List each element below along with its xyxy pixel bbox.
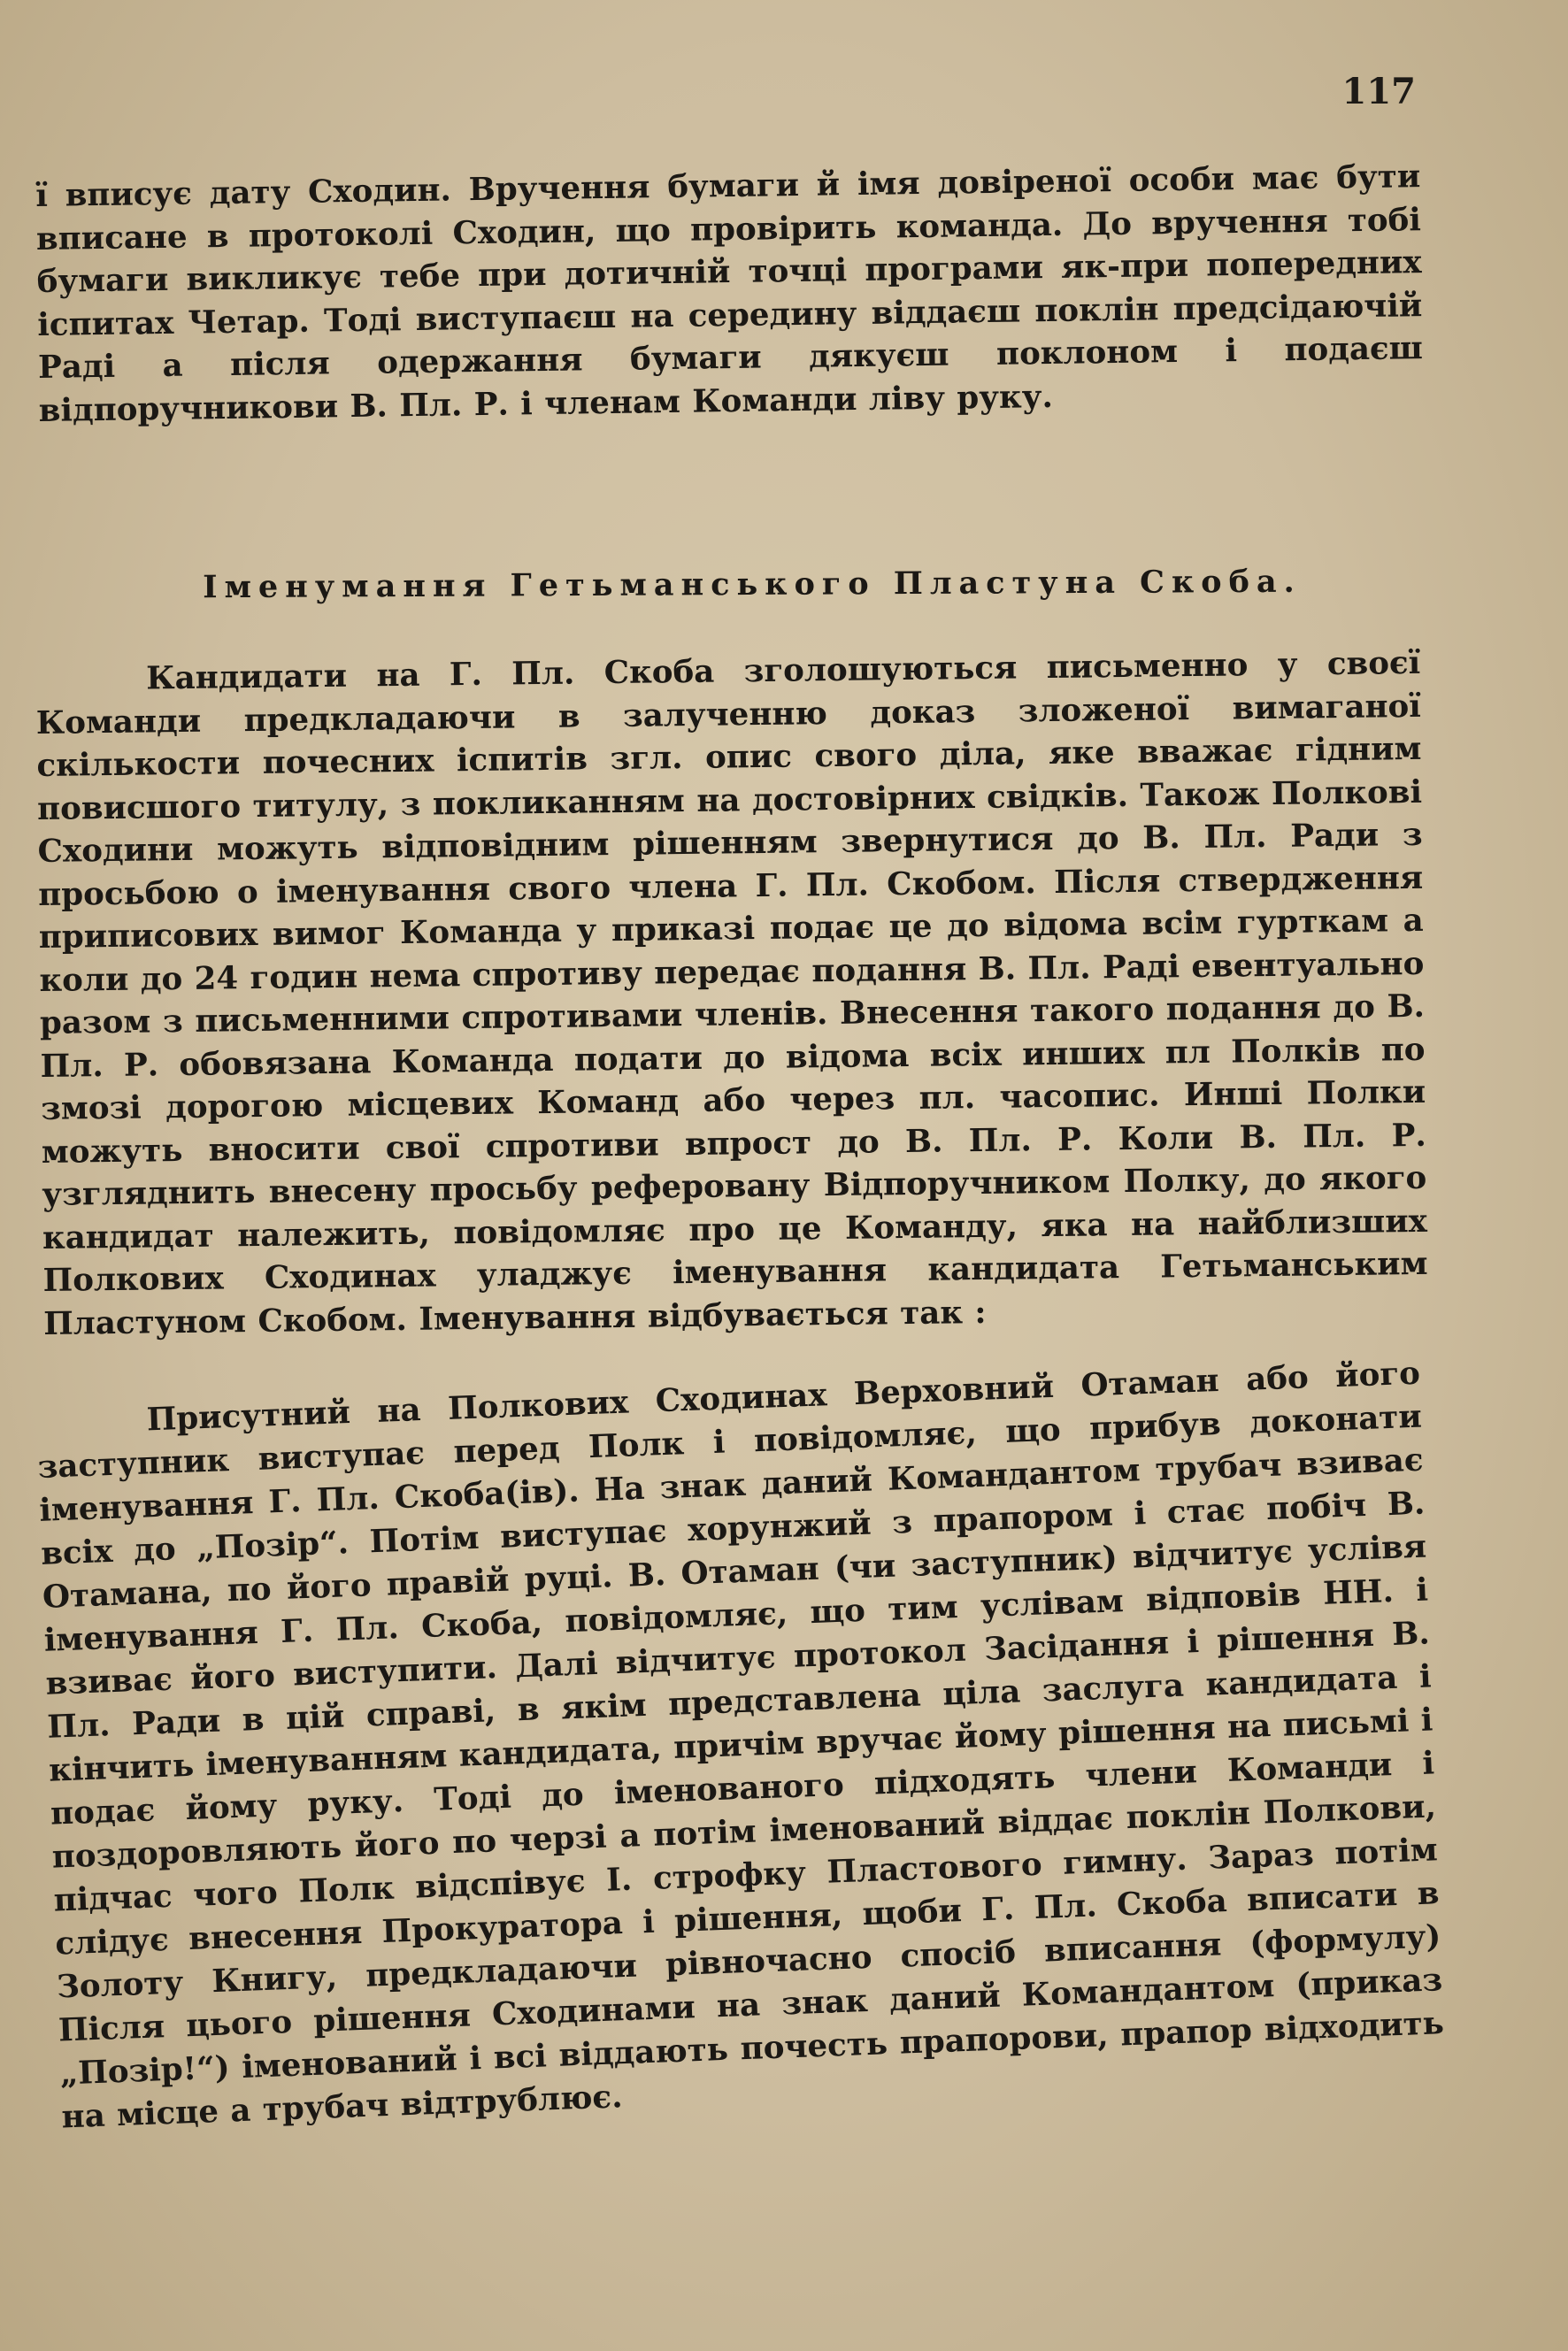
section-paragraph-1-block	[35, 642, 1428, 1346]
opening-paragraph: ї вписує дату Сходин. Вручення бумаги й імя довіреної особи має бути вписане в протоколі Сходин, що провірить команда. До вручення тобі бумаги викликує тебе при дотичній точці програми як-при попередних іспитах Четар. Тоді виступаєш на середину віддаєш поклін предсідаючій Раді а після одержання бумаги дякуєш поклоном і подаєш відпоручникови В. Пл. Р. і членам Команди ліву руку.	[35, 158, 1424, 429]
page-number: 117	[1341, 71, 1416, 112]
section-heading: Іменумання Гетьманського Пластуна Скоба.	[203, 563, 1302, 606]
section-paragraph-1: Кандидати на Г. Пл. Скоба зголошуються письменно у своєї Команди предкладаючи в залученню доказ зложеної вимаганої скількости почесних іспитів згл. опис свого діла, яке вважає гідним повисшого титулу, з покликанням на достовірних свідків. Також Полкові Сходини можуть відповідним рішенням звернутися до В. Пл. Ради з просьбою о іменування свого члена Г. Пл. Скобом. Після ствердження приписових вимог Команда у приказі подає це до відома всім гурткам а коли до 24 годин нема спротиву передає подання В. Пл. Раді евентуально разом з письменними спротивами членів. Внесення такого подання до В. Пл. Р. обовязана Команда подати до відома всіх инших пл Полків по змозі дорогою місцевих Команд або через пл. часопис. Инші Полки можуть вносити свої спротиви впрост до В. Пл. Р. Коли В. Пл. Р. узгляднить внесену просьбу реферовану Відпоручником Полку, до якого кандидат належить, повідомляє про це Команду, яка на найблизших Полкових Сходинах уладжує іменування кандидата Гетьманським Пластуном Скобом. Іменування відбувається так :	[35, 644, 1428, 1342]
section-paragraph-2: Присутний на Полкових Сходинах Верховний Отаман або його заступник виступає перед Полк і повідомляє, що прибув доконати іменування Г. Пл. Скоба(ів). На знак даний Командантом трубач взиває всіх до „Позір“. Потім виступає хорунжий з прапором і стає побіч В. Отамана, по його правій руці. В. Отаман (чи заступник) відчитує услівя іменування Г. Пл. Скоба, повідомляє, що тим услівам відповів НН. і взиває його виступити. Далі відчитує протокол Засідання і рішення В. Пл. Ради в цій справі, в якім представлена ціла заслуга кандидата і кінчить іменуванням кандидата, причім вручає йому рішення на письмі і подає йому руку. Тоді до іменованого підходять члени Команди і поздоровляють його по черзі а потім іменований віддає поклін Полкови, підчас чого Полк відспівує І. строфку Пластового гимну. Зараз потім слідує внесення Прокуратора і рішення, щоби Г. Пл. Скоба вписати в Золоту Книгу, предкладаючи рівночасно спосіб вписання (формулу) Після цього рішення Сходинами на знак даний Командантом (приказ „Позір!“) іменований і всі віддають почесть прапорови, прапор відходить на місце а трубач відтрублює.	[36, 1355, 1445, 2136]
section-paragraph-2-block	[35, 1352, 1446, 2140]
opening-paragraph-block	[35, 156, 1424, 433]
